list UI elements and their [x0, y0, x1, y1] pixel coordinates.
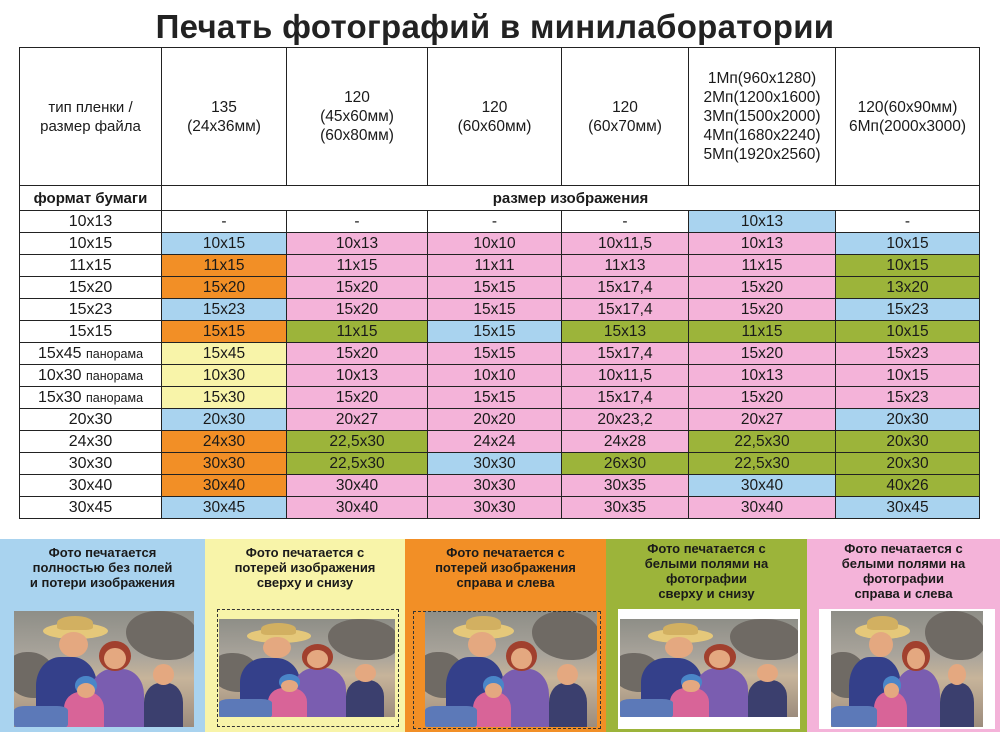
column-header [287, 48, 428, 186]
image-size-cell: 26х30 [562, 453, 689, 475]
column-header [689, 48, 836, 186]
family-photo [831, 611, 983, 727]
print-size-table [19, 47, 980, 519]
paper-format-cell [20, 343, 162, 365]
image-size-cell: 10х13 [689, 365, 836, 387]
table-body [20, 211, 980, 519]
paper-format-cell [20, 475, 162, 497]
image-size-cell: - [836, 211, 980, 233]
photo-shape [757, 664, 778, 682]
image-size-cell: 11х13 [562, 255, 689, 277]
paper-format-value: 10х30 [37, 366, 82, 384]
column-header-line: (45х60мм) [320, 108, 394, 125]
legend-caption [0, 545, 205, 590]
column-header-line: (60х60мм) [457, 117, 532, 135]
image-size-cell: 10х15 [836, 233, 980, 255]
photo-shape [59, 632, 88, 658]
family-photo [620, 619, 798, 717]
legend-caption-line: справа и слева [854, 586, 953, 601]
image-size-cell: - [428, 211, 562, 233]
legend-panel [606, 539, 807, 732]
image-size-cell: 24х30 [162, 431, 287, 453]
legend-caption-line: полностью без полей [32, 560, 173, 575]
image-size-cell: 30х40 [287, 475, 428, 497]
table-row [20, 409, 980, 431]
panorama-note: панорама [86, 368, 144, 383]
image-size-cell: 20х27 [287, 409, 428, 431]
image-size-cell: 10х10 [428, 233, 562, 255]
paper-format-cell [20, 277, 162, 299]
image-size-cell: 30х35 [562, 497, 689, 519]
legend-caption-line: сверху и снизу [256, 575, 354, 590]
table-header-row [20, 48, 980, 186]
legend-caption [205, 545, 405, 590]
column-header [836, 48, 980, 186]
image-size-cell: 15х15 [428, 277, 562, 299]
legend-caption-line: Фото печатается с [844, 541, 963, 556]
legend-panel [405, 539, 606, 732]
table-row [20, 431, 980, 453]
image-size-cell: 20х27 [689, 409, 836, 431]
paper-format-value: 11х15 [69, 257, 112, 274]
image-size-cell: 10х15 [162, 233, 287, 255]
image-size-cell: 22,5х30 [287, 453, 428, 475]
column-header-line: 3Мп(1500х2000) [703, 108, 821, 125]
image-size-cell: 15х15 [428, 299, 562, 321]
photo-shape [948, 664, 966, 685]
legend-caption-line: белыми полями на [841, 556, 966, 571]
column-header-line: 120 [612, 98, 638, 116]
column-header-line: 6Мп(2000х3000) [849, 117, 966, 135]
image-size-cell: 10х11,5 [562, 365, 689, 387]
photo-shape [144, 683, 184, 727]
legend-caption-line: потерей изображения [435, 560, 576, 575]
table-row [20, 365, 980, 387]
image-size-cell: 20х20 [428, 409, 562, 431]
image-size-cell: 10х13 [689, 233, 836, 255]
image-size-cell: 15х20 [287, 299, 428, 321]
image-size-cell: 40х26 [836, 475, 980, 497]
image-size-cell: 15х15 [428, 387, 562, 409]
legend-caption [606, 541, 807, 601]
paper-format-value: 24х30 [68, 433, 113, 450]
paper-format-cell [20, 497, 162, 519]
image-size-cell: 30х30 [162, 453, 287, 475]
photo-shape [748, 680, 787, 717]
image-size-cell: 24х24 [428, 431, 562, 453]
table-row [20, 387, 980, 409]
corner-label-line2: размер файла [40, 117, 141, 135]
paper-format-value: 30х40 [68, 477, 113, 494]
table-row [20, 475, 980, 497]
image-size-cell: 15х20 [287, 387, 428, 409]
image-size-cell: 15х17,4 [562, 387, 689, 409]
image-size-cell: 15х23 [836, 343, 980, 365]
column-header [562, 48, 689, 186]
image-size-cell: 15х20 [689, 343, 836, 365]
column-header-line: (60х80мм) [320, 127, 394, 144]
photo-shape [620, 699, 673, 717]
column-header-line: 135 [211, 98, 237, 116]
image-size-cell: - [287, 211, 428, 233]
image-size-cell: 30х40 [689, 475, 836, 497]
image-size-cell: 22,5х30 [689, 431, 836, 453]
column-header-line: 120 [344, 89, 370, 106]
image-size-cell: 11х15 [287, 321, 428, 343]
image-size-cell: 22,5х30 [287, 431, 428, 453]
header-corner-cell [20, 48, 162, 186]
column-header-line: (60х70мм) [588, 117, 662, 135]
paper-format-cell [20, 365, 162, 387]
paper-format-cell [20, 387, 162, 409]
image-size-cell: 30х30 [428, 497, 562, 519]
image-size-cell: 15х20 [689, 387, 836, 409]
legend-panel [807, 539, 1000, 732]
paper-format-value: 30х30 [68, 455, 113, 472]
image-size-cell: 15х13 [562, 321, 689, 343]
legend-caption-line: фотографии [666, 571, 747, 586]
legend-caption-line: потерей изображения [234, 560, 376, 575]
paper-format-cell [20, 211, 162, 233]
image-size-cell: 22,5х30 [689, 453, 836, 475]
photo-shape [730, 619, 798, 660]
photo-shape [665, 637, 693, 659]
legend-caption-line: Фото печатается с [446, 545, 565, 560]
legend-caption-line: Фото печатается [48, 545, 157, 560]
image-size-cell: 10х15 [836, 321, 980, 343]
paper-format-value: 15х20 [68, 279, 113, 296]
column-header-line: 1Мп(960х1280) [707, 70, 817, 87]
image-size-cell: 15х23 [836, 387, 980, 409]
image-size-cell: 15х17,4 [562, 277, 689, 299]
corner-label-line1: тип пленки / [48, 98, 133, 116]
image-size-cell: 30х45 [162, 497, 287, 519]
image-size-cell: 10х30 [162, 365, 287, 387]
table-row [20, 453, 980, 475]
image-size-cell: - [562, 211, 689, 233]
table-row [20, 277, 980, 299]
photo-shape [831, 706, 877, 727]
paper-format-cell [20, 255, 162, 277]
image-size-cell: 15х15 [428, 343, 562, 365]
paper-format-label: формат бумаги [20, 186, 162, 211]
paper-format-value: 20х30 [68, 411, 113, 428]
paper-format-cell [20, 453, 162, 475]
image-size-cell: 10х13 [287, 233, 428, 255]
paper-format-cell [20, 431, 162, 453]
legend-caption [807, 541, 1000, 601]
image-size-cell: 15х20 [162, 277, 287, 299]
paper-format-cell [20, 321, 162, 343]
table-row [20, 497, 980, 519]
column-header-line: 2Мп(1200х1600) [703, 89, 821, 106]
image-size-cell: 15х15 [428, 321, 562, 343]
image-size-cell: 10х11,5 [562, 233, 689, 255]
image-size-cell: 15х20 [287, 343, 428, 365]
column-header-line: 4Мп(1680х2240) [703, 127, 821, 144]
table-row [20, 211, 980, 233]
column-header [428, 48, 562, 186]
legend-caption-line: справа и слева [456, 575, 555, 590]
family-photo [14, 611, 194, 727]
legend-caption-line: Фото печатается с [245, 545, 365, 560]
legend-caption-line: белыми полями на [644, 556, 769, 571]
legend-caption-line: фотографии [863, 571, 944, 586]
photo-shape [867, 616, 897, 630]
image-size-cell: 30х40 [287, 497, 428, 519]
column-header-line: 5Мп(1920х2560) [703, 146, 821, 163]
photo-shape [77, 683, 95, 698]
image-size-cell: 11х15 [689, 321, 836, 343]
image-size-cell: 15х17,4 [562, 299, 689, 321]
panorama-note: панорама [86, 390, 144, 405]
image-size-cell: 20х30 [162, 409, 287, 431]
legend-caption [405, 545, 606, 590]
image-size-cell: 15х17,4 [562, 343, 689, 365]
paper-format-cell [20, 299, 162, 321]
panorama-note: панорама [86, 346, 144, 361]
image-size-cell: 15х23 [162, 299, 287, 321]
photo-shape [940, 683, 973, 727]
column-header-line: 120 [481, 98, 508, 116]
image-size-cell: 11х15 [162, 255, 287, 277]
image-size-cell: 24х28 [562, 431, 689, 453]
photo-shape [663, 623, 699, 635]
column-header [162, 48, 287, 186]
table-row [20, 321, 980, 343]
image-size-cell: 30х40 [162, 475, 287, 497]
image-size-cell: 30х30 [428, 453, 562, 475]
image-size-cell: 10х13 [287, 365, 428, 387]
table-row [20, 343, 980, 365]
legend-caption-line: и потери изображения [29, 575, 176, 590]
image-size-cell: 10х15 [836, 255, 980, 277]
image-size-cell: 20х30 [836, 431, 980, 453]
image-size-cell: 15х23 [836, 299, 980, 321]
legend-panel [205, 539, 405, 732]
paper-format-value: 10х13 [68, 213, 113, 230]
image-size-cell: 20х30 [836, 409, 980, 431]
image-size-cell: 15х20 [689, 277, 836, 299]
photo-shape [925, 611, 983, 660]
image-size-cell: 11х11 [428, 255, 562, 277]
image-size-cell: 30х30 [428, 475, 562, 497]
image-size-cell: 20х30 [836, 453, 980, 475]
photo-shape [153, 664, 175, 685]
crop-outline [413, 611, 601, 729]
paper-format-value: 15х45 [37, 344, 82, 362]
image-size-cell: 13х20 [836, 277, 980, 299]
paper-format-value: 10х15 [68, 235, 113, 252]
column-header-line: (24х36мм) [187, 117, 261, 135]
photo-shape [670, 688, 709, 717]
paper-format-value: 15х15 [68, 323, 113, 340]
paper-format-value: 15х30 [37, 388, 82, 406]
image-size-cell: 11х15 [287, 255, 428, 277]
legend-panel [0, 539, 205, 732]
paper-format-cell [20, 233, 162, 255]
photo-shape [14, 706, 68, 727]
photo-shape [57, 616, 93, 630]
paper-format-value: 30х45 [68, 499, 113, 516]
legend-caption-line: сверху и снизу [658, 586, 755, 601]
image-size-cell: 15х20 [287, 277, 428, 299]
column-header-line: 120(60х90мм) [857, 98, 958, 116]
photo-shape [126, 611, 194, 660]
image-size-label: размер изображения [162, 186, 980, 211]
page-title: Печать фотографий в минилаборатории [155, 8, 835, 45]
photo-shape [869, 632, 893, 658]
image-size-cell: 30х40 [689, 497, 836, 519]
image-size-cell: 20х23,2 [562, 409, 689, 431]
image-size-cell: 15х45 [162, 343, 287, 365]
image-size-cell: 15х20 [689, 299, 836, 321]
image-size-cell: 15х15 [162, 321, 287, 343]
paper-format-cell [20, 409, 162, 431]
table-subheader-row [20, 186, 980, 211]
image-size-cell: 10х15 [836, 365, 980, 387]
image-size-cell: 10х13 [689, 211, 836, 233]
table-row [20, 255, 980, 277]
crop-outline [217, 609, 399, 727]
image-size-cell: - [162, 211, 287, 233]
table-row [20, 299, 980, 321]
image-size-cell: 15х30 [162, 387, 287, 409]
image-size-cell: 11х15 [689, 255, 836, 277]
image-size-cell: 10х10 [428, 365, 562, 387]
paper-format-value: 15х23 [68, 301, 113, 318]
table-row [20, 233, 980, 255]
legend-caption-line: Фото печатается с [647, 541, 766, 556]
photo-shape [104, 648, 126, 669]
image-size-cell: 30х35 [562, 475, 689, 497]
image-size-cell: 30х45 [836, 497, 980, 519]
